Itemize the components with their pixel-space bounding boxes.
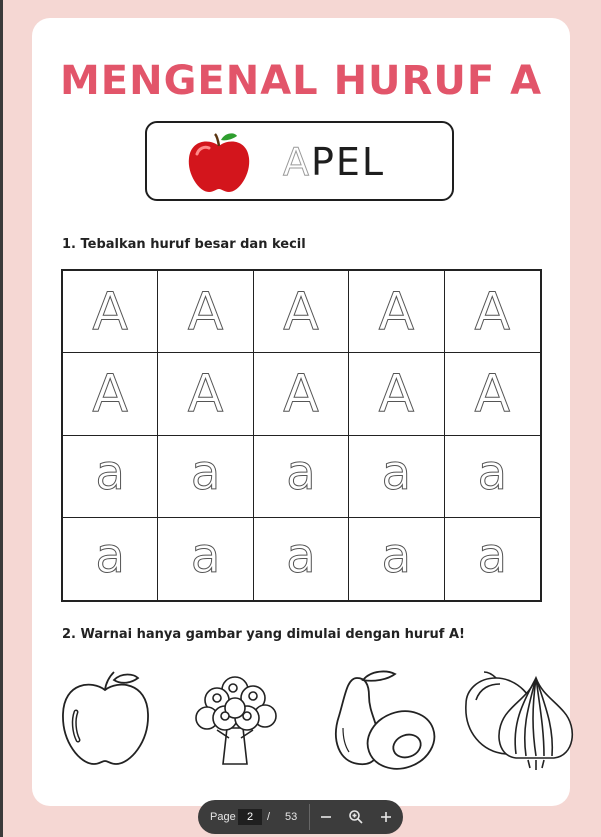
total-pages: 53 — [285, 811, 298, 823]
zoom-in-icon — [379, 810, 393, 824]
zoom-out-button[interactable] — [316, 807, 336, 827]
coloring-pictures — [54, 668, 554, 778]
tracing-letter-cell: A — [254, 271, 349, 353]
tracing-letter-cell: a — [477, 527, 507, 584]
tracing-letter-cell: A — [254, 353, 349, 435]
toolbar-divider — [309, 804, 310, 830]
tracing-grid — [61, 269, 542, 602]
tracing-letter-cell: A — [445, 271, 540, 353]
tracing-letter-cell: a — [63, 518, 158, 600]
zoom-in-button[interactable] — [376, 807, 396, 827]
tracing-letter-cell: a — [158, 436, 253, 518]
instruction-2: 2. Warnai hanya gambar yang dimulai dengan huruf A! — [62, 627, 465, 642]
zoom-fit-button[interactable] — [346, 807, 366, 827]
page-title: MENGENAL HURUF A — [59, 58, 543, 104]
tracing-letter-cell: A — [349, 353, 444, 435]
window-edge — [0, 0, 3, 837]
red-apple-image — [185, 132, 253, 194]
tracing-letter-cell: A — [158, 271, 253, 353]
apple-outline-icon — [58, 668, 153, 768]
tracing-letter-cell: a — [254, 518, 349, 600]
onion-outline-icon — [456, 668, 576, 773]
tracing-letter-cell: a — [254, 436, 349, 518]
traced-letter: A — [283, 140, 311, 184]
pdf-toolbar — [198, 800, 403, 834]
page-number-input[interactable] — [238, 809, 262, 825]
zoom-fit-icon — [348, 809, 364, 825]
word-apel — [283, 140, 385, 184]
tracing-letter-cell: a — [349, 518, 444, 600]
word-rest: PEL — [311, 140, 386, 184]
avocado-outline-icon — [329, 668, 439, 773]
instruction-1: 1. Tebalkan huruf besar dan kecil — [62, 237, 306, 252]
page-label: Page — [210, 811, 236, 823]
word-card — [145, 121, 454, 201]
zoom-out-icon — [319, 810, 333, 824]
tracing-letter-cell: A — [63, 353, 158, 435]
tracing-letter-cell: A — [445, 353, 540, 435]
worksheet-page — [32, 18, 570, 806]
tracing-letter-cell: a — [63, 436, 158, 518]
page-separator: / — [267, 811, 271, 823]
tracing-letter-cell: A — [63, 271, 158, 353]
tracing-letter-cell: a — [158, 518, 253, 600]
broccoli-outline-icon — [189, 668, 284, 768]
tracing-letter-cell: A — [158, 353, 253, 435]
tracing-letter-cell: A — [349, 271, 444, 353]
tracing-letter-cell: a — [445, 436, 540, 518]
tracing-letter-cell: a — [349, 436, 444, 518]
